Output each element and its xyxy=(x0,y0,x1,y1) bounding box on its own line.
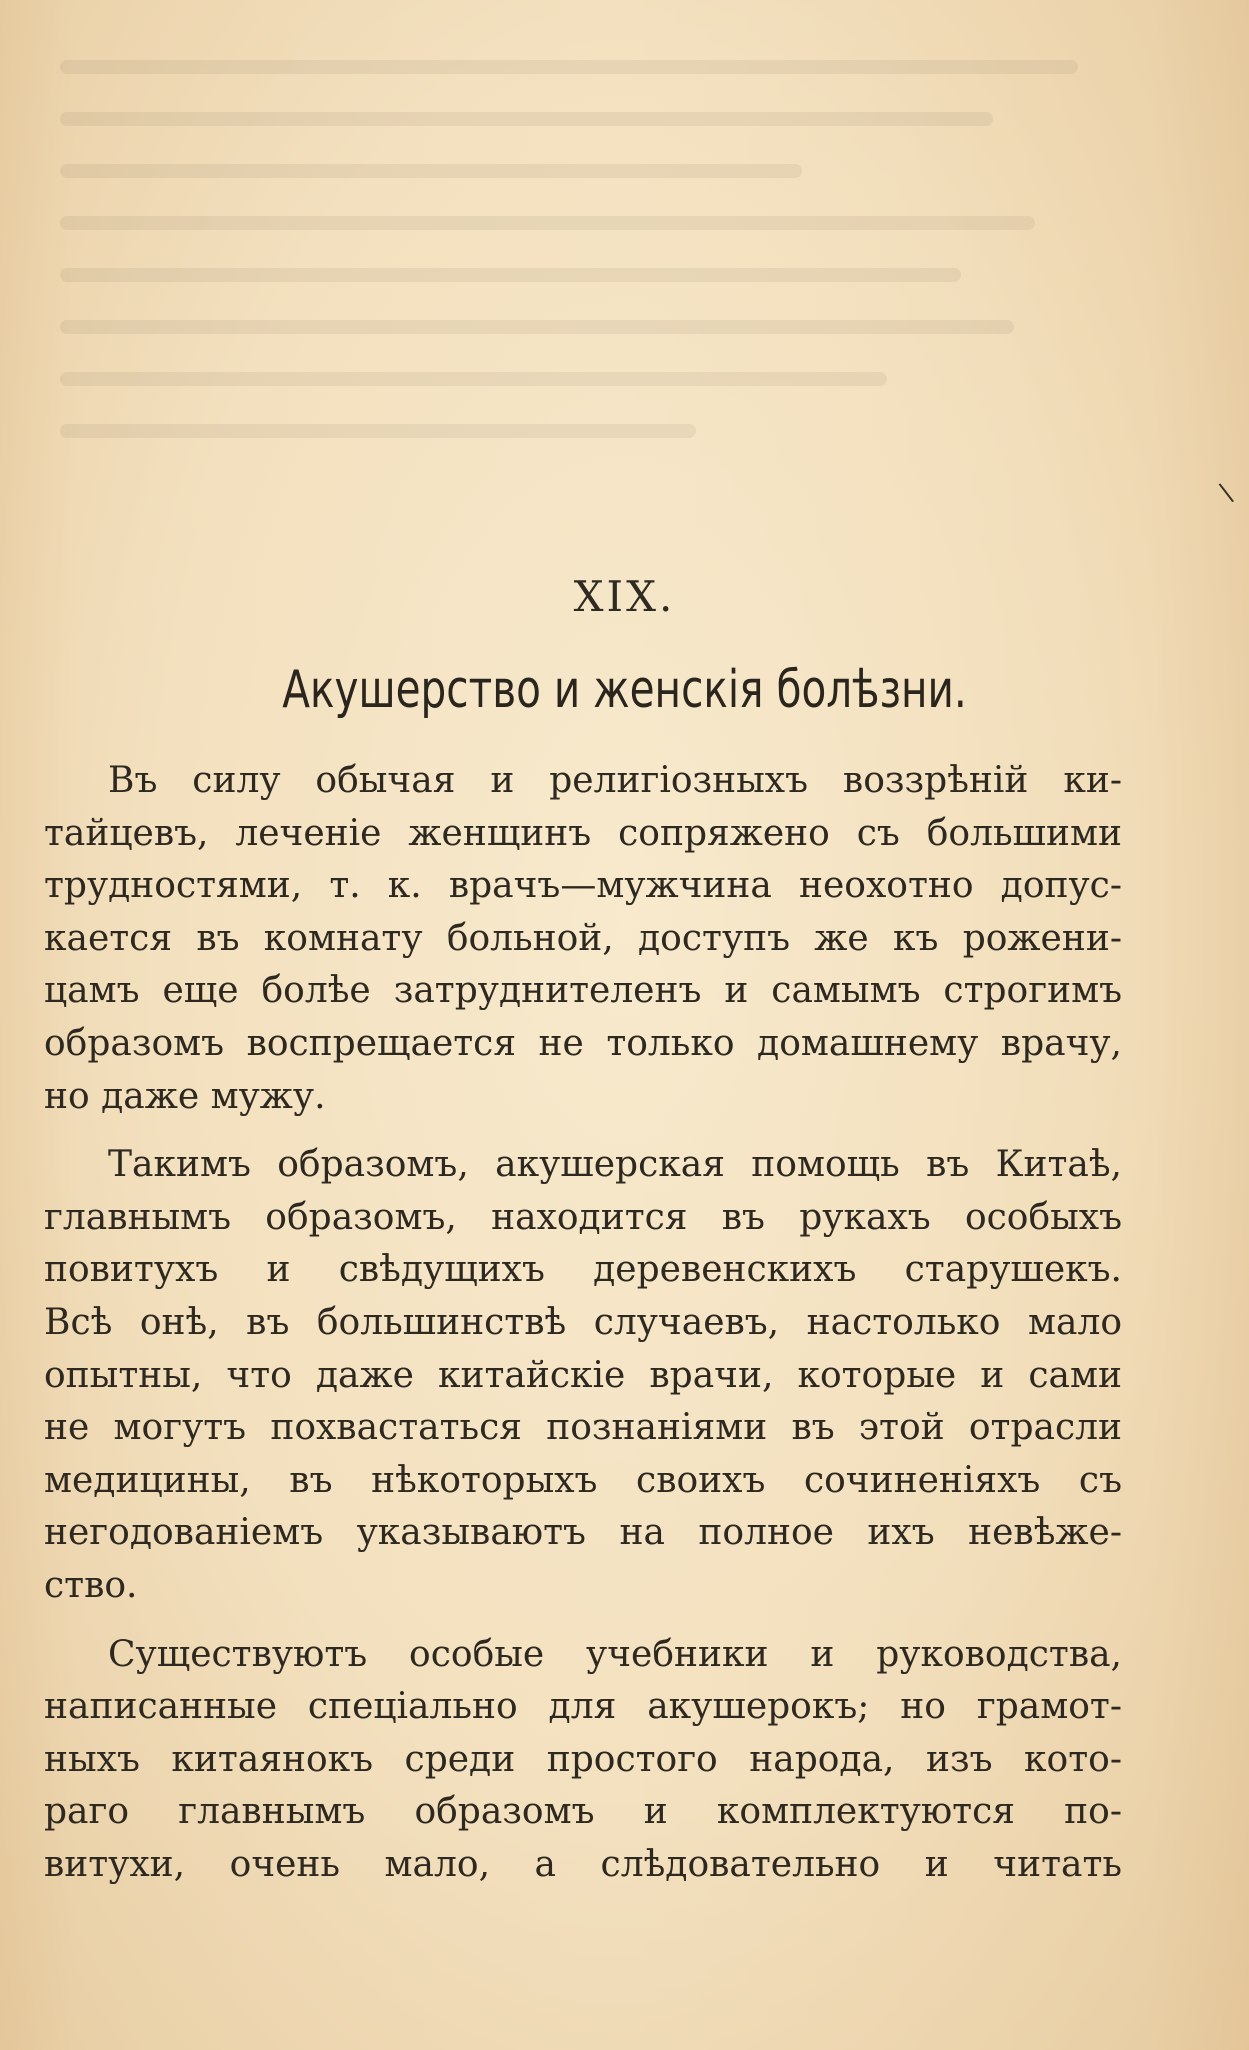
chapter-title: Акушерство и женскія болѣзни. xyxy=(282,660,967,720)
text-line: трудностями, т. к. врачъ—мужчина неохотно допус- xyxy=(44,865,1122,907)
text-line: написанные спеціально для акушерокъ; но грамот- xyxy=(44,1686,1122,1728)
text-line: ныхъ китаянокъ среди простого народа, изъ кото- xyxy=(44,1738,1122,1780)
text-line: опытны, что даже китайскіе врачи, которые и сами xyxy=(44,1354,1122,1396)
text-line: раго главнымъ образомъ и комплектуются по- xyxy=(44,1791,1122,1833)
text-line: негодованіемъ указываютъ на полное ихъ невѣже- xyxy=(44,1512,1122,1554)
body-text xyxy=(44,755,1122,1891)
text-line: но даже мужу. xyxy=(44,1075,326,1117)
text-line: тайцевъ, леченіе женщинъ сопряжено съ большими xyxy=(44,812,1122,854)
text-line: повитухъ и свѣдущихъ деревенскихъ старушекъ. xyxy=(44,1249,1122,1291)
text-line: Существуютъ особые учебники и руководства, xyxy=(108,1633,1122,1675)
text-line: Въ силу обычая и религіозныхъ воззрѣній ки- xyxy=(108,760,1122,801)
text-line: главнымъ образомъ, находится въ рукахъ особыхъ xyxy=(44,1196,1122,1238)
text-line: цамъ еще болѣе затруднителенъ и самымъ строгимъ xyxy=(44,970,1122,1012)
reverse-page-bleed-through xyxy=(60,60,1120,540)
text-line: не могутъ похвастаться познаніями въ этой отрасли xyxy=(44,1407,1122,1449)
text-line: витухи, очень мало, а слѣдовательно и читать xyxy=(44,1843,1122,1885)
paragraph-1 xyxy=(44,755,1122,1123)
text-line: Такимъ образомъ, акушерская помощь въ Китаѣ, xyxy=(108,1144,1122,1186)
paragraph-2 xyxy=(44,1139,1122,1612)
paragraph-3 xyxy=(44,1629,1122,1892)
text-line: ство. xyxy=(44,1564,138,1606)
text-line: медицины, въ нѣкоторыхъ своихъ сочиненіяхъ съ xyxy=(44,1459,1122,1501)
stray-mark: \ xyxy=(1217,477,1236,509)
text-line: кается въ комнату больной, доступъ же къ рожени- xyxy=(44,917,1122,959)
chapter-number: XIX. xyxy=(573,572,676,621)
text-line: Всѣ онѣ, въ большинствѣ случаевъ, настолько мало xyxy=(44,1301,1122,1343)
text-line: образомъ воспрещается не только домашнему врачу, xyxy=(44,1022,1122,1064)
